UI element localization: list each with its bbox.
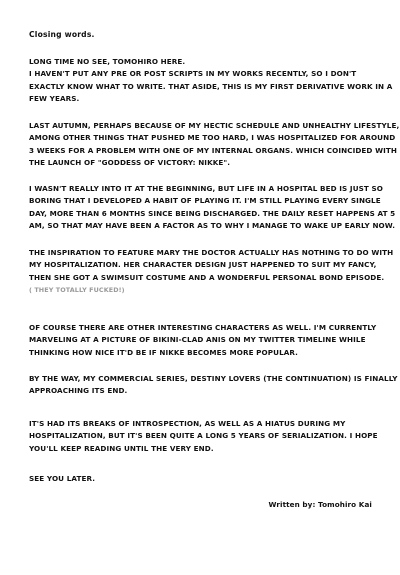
text-line: DAY, MORE THAN 6 MONTHS SINCE BEING DISCHARGED. THE DAILY RESET HAPPENS AT 5	[29, 208, 396, 218]
text-line: FEW YEARS.	[29, 93, 80, 103]
text-line: EXACTLY KNOW WHAT TO WRITE. THAT ASIDE, THIS IS MY FIRST DERIVATIVE WORK IN A	[29, 81, 393, 91]
paragraph-other-characters	[29, 322, 379, 359]
paragraph-playing-nikke	[29, 183, 396, 232]
aside-note: ( THEY TOTALLY FUCKED!)	[29, 285, 125, 294]
text-line: LAST AUTUMN, PERHAPS BECAUSE OF MY HECTIC SCHEDULE AND UNHEALTHY LIFESTYLE,	[29, 121, 400, 130]
closing-words-heading: Closing words.	[29, 30, 95, 39]
text-line: MY HOSPITALIZATION. HER CHARACTER DESIGN JUST HAPPENED TO SUIT MY FANCY,	[29, 260, 377, 270]
paragraph-mary-inspiration	[29, 247, 394, 296]
text-line: AMONG OTHER THINGS THAT PUSHED ME TOO HARD, I WAS HOSPITALIZED FOR AROUND	[29, 133, 396, 143]
text-line: THEN SHE GOT A SWIMSUIT COSTUME AND A WONDERFUL PERSONAL BOND EPISODE.	[29, 272, 385, 282]
text-line: OF COURSE THERE ARE OTHER INTERESTING CHARACTERS AS WELL. I'M CURRENTLY	[29, 323, 377, 332]
text-line: I HAVEN'T PUT ANY PRE OR POST SCRIPTS IN MY WORKS RECENTLY, SO I DON'T	[29, 69, 357, 79]
text-line: THE INSPIRATION TO FEATURE MARY THE DOCTOR ACTUALLY HAS NOTHING TO DO WITH	[29, 248, 394, 257]
text-line: SEE YOU LATER.	[29, 474, 96, 483]
text-line: THE LAUNCH OF "GODDESS OF VICTORY: NIKKE".	[29, 157, 231, 167]
author-signature: Written by: Tomohiro Kai	[268, 500, 372, 509]
text-line: AM, SO THAT MAY HAVE BEEN A FACTOR AS TO WHY I MANAGE TO WAKE UP EARLY NOW.	[29, 220, 396, 230]
text-line: LONG TIME NO SEE, TOMOHIRO HERE.	[29, 57, 186, 66]
text-line: MARVELING AT A PICTURE OF BIKINI-CLAD ANIS ON MY TWITTER TIMELINE WHILE	[29, 335, 366, 345]
paragraph-commercial-series	[29, 373, 398, 398]
text-line: IT'S HAD ITS BREAKS OF INTROSPECTION, AS WELL AS A HIATUS DURING MY	[29, 419, 346, 428]
text-line: BY THE WAY, MY COMMERCIAL SERIES, DESTINY LOVERS (THE CONTINUATION) IS FINALLY	[29, 374, 398, 383]
text-line: APPROACHING ITS END.	[29, 386, 128, 396]
paragraph-farewell	[29, 473, 379, 485]
text-line: THINKING HOW NICE IT'D BE IF NIKKE BECOMES MORE POPULAR.	[29, 347, 299, 357]
text-line: HOSPITALIZATION, BUT IT'S BEEN QUITE A LONG 5 YEARS OF SERIALIZATION. I HOPE	[29, 431, 378, 441]
paragraph-intro	[29, 56, 393, 105]
text-line: BORING THAT I DEVELOPED A HABIT OF PLAYING IT. I'M STILL PLAYING EVERY SINGLE	[29, 196, 381, 206]
paragraph-hospitalization	[29, 120, 400, 169]
paragraph-serialization	[29, 418, 379, 455]
text-line: YOU'LL KEEP READING UNTIL THE VERY END.	[29, 443, 214, 453]
text-line: 3 WEEKS FOR A PROBLEM WITH ONE OF MY INTERNAL ORGANS. WHICH COINCIDED WITH	[29, 145, 398, 155]
text-line: I WASN'T REALLY INTO IT AT THE BEGINNING, BUT LIFE IN A HOSPITAL BED IS JUST SO	[29, 184, 384, 193]
